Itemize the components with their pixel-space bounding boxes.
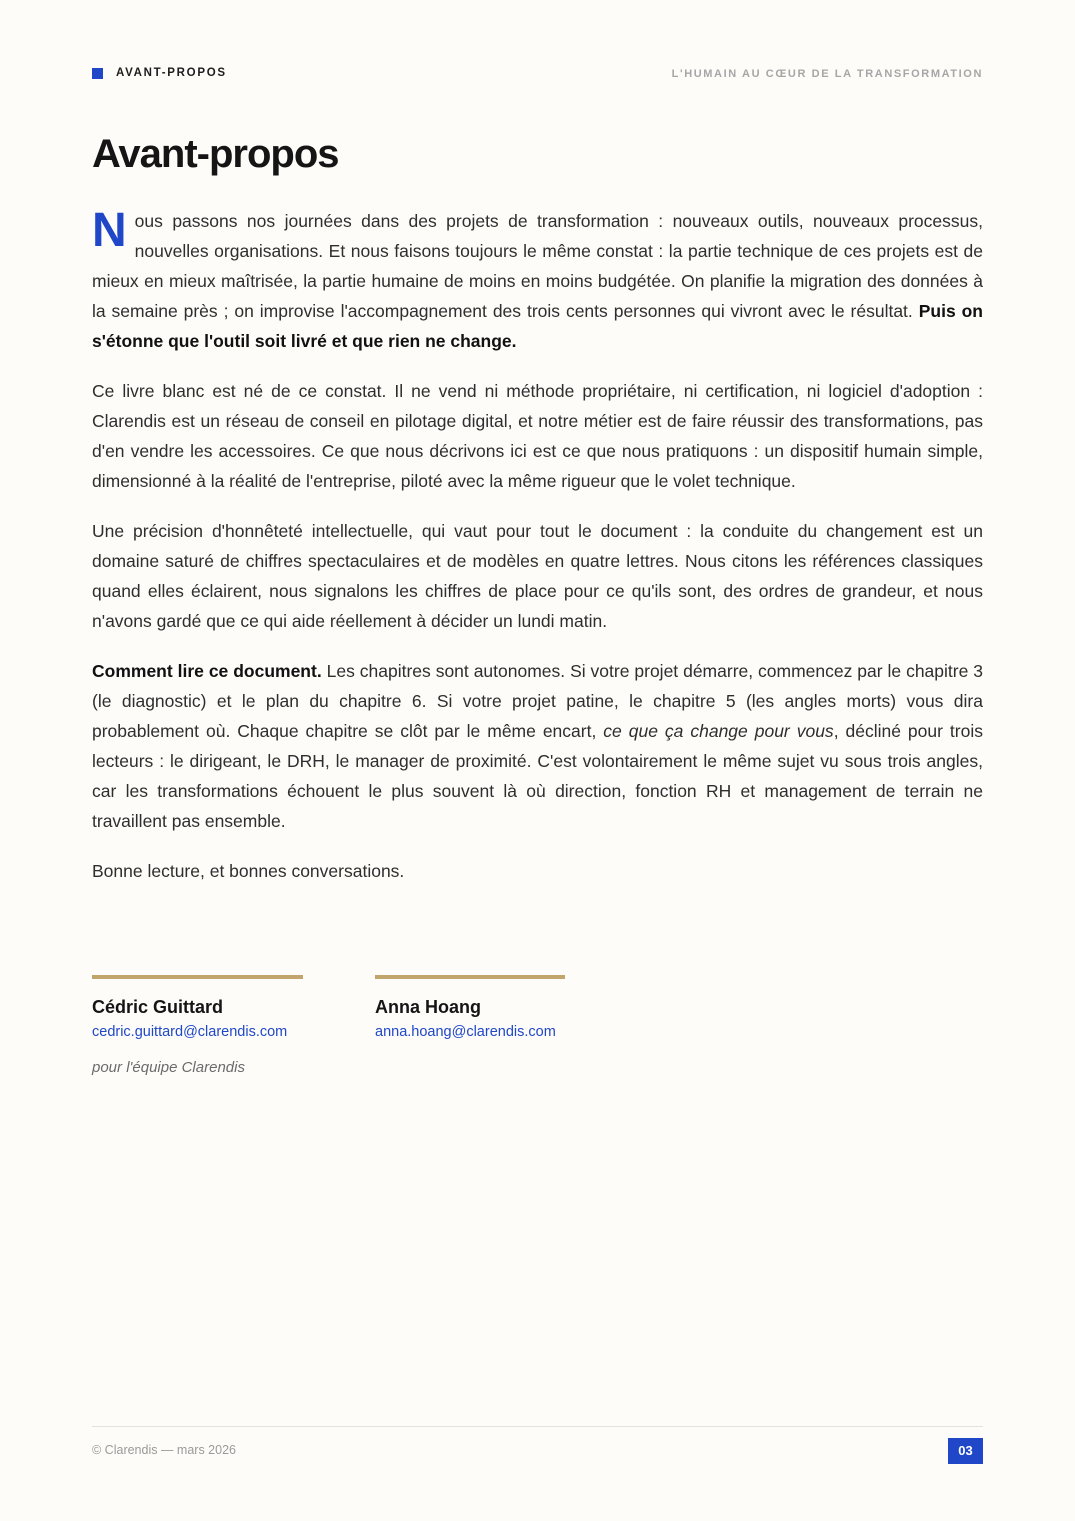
signature-block xyxy=(92,975,303,1042)
dropcap: N xyxy=(92,204,127,257)
how-to-read-text-1: Les chapitres sont autonomes. Si votre projet démarre, commencez par le chapitre 3 (le diagnostic) et le plan du chapitre 6. Si votre projet patine, le chapitre 5 (les angles morts) vous dira probablement où. Chaque chapitre se clôt par le même encart, xyxy=(92,661,983,741)
footer-copyright: © Clarendis — mars 2026 xyxy=(92,1443,236,1457)
paragraph-how-to-read xyxy=(92,656,983,836)
signatures xyxy=(92,975,637,1042)
signature-name: Anna Hoang xyxy=(375,997,481,1017)
how-to-read-italic: ce que ça change pour vous xyxy=(603,721,834,741)
footer-divider xyxy=(92,1426,983,1427)
page-title: Avant-propos xyxy=(92,132,339,176)
document-page xyxy=(92,0,983,1521)
paragraph-closing: Bonne lecture, et bonnes conversations. xyxy=(92,861,405,881)
page-number-badge: 03 xyxy=(948,1438,983,1464)
paragraph-intro xyxy=(92,206,983,356)
signature-rule xyxy=(375,975,565,979)
team-note: pour l'équipe Clarendis xyxy=(92,1059,245,1076)
paragraph-intro-text: ous passons nos journées dans des projets de transformation : nouveaux outils, nouveaux processus, nouvelles organisations. Et nous faisons toujours le même constat : la partie technique de ces projets est de mieux en mieux maîtrisée, la partie humaine de moins en moins budgétée. On planifie la migration des données à la semaine près ; on improvise l'accompagnement des trois cents personnes qui vivront avec le résultat. xyxy=(92,211,983,321)
paragraph-white-paper: Ce livre blanc est né de ce constat. Il ne vend ni méthode propriétaire, ni certification, ni logiciel d'adoption : Clarendis est un réseau de conseil en pilotage digital, et notre métier est de faire réussir des transformations, pas d'en vendre les accessoires. Ce que nous décrivons ici est ce que nous pratiquons : un dispositif humain simple, dimensionné à la réalité de l'entreprise, piloté avec la même rigueur que le volet technique. xyxy=(92,381,983,491)
signature-name: Cédric Guittard xyxy=(92,997,224,1017)
signature-rule xyxy=(92,975,303,979)
how-to-read-heading: Comment lire ce document. xyxy=(92,661,322,681)
paragraph-honesty: Une précision d'honnêteté intellectuelle, qui vaut pour tout le document : la conduite du changement est un domaine saturé de chiffres spectaculaires et de modèles en quatre lettres. Nous citons les références classiques quand elles éclairent, nous signalons les chiffres de place pour ce qu'ils sont, des ordres de grandeur, et nous n'avons gardé que ce qui aide réellement à décider un lundi matin. xyxy=(92,521,983,631)
section-label: AVANT-PROPOS xyxy=(116,67,227,79)
paragraph-intro-emphasis: Puis on s'étonne que l'outil soit livré et que rien ne change. xyxy=(92,301,983,351)
signature-block xyxy=(375,975,565,1042)
body-text xyxy=(92,206,983,906)
how-to-read-text-2: , décliné pour trois lecteurs : le dirigeant, le DRH, le manager de proximité. C'est volontairement le même sujet vu sous trois angles, car les transformations échouent le plus souvent là où direction, fonction RH et management de terrain ne travaillent pas ensemble. xyxy=(92,721,983,831)
section-tag xyxy=(92,67,227,79)
signature-email-link[interactable]: anna.hoang@clarendis.com xyxy=(375,1024,556,1040)
page-header xyxy=(92,67,983,83)
section-marker-square xyxy=(92,68,103,79)
running-title: L'HUMAIN AU CŒUR DE LA TRANSFORMATION xyxy=(671,68,983,80)
signature-email-link[interactable]: cedric.guittard@clarendis.com xyxy=(92,1024,288,1040)
